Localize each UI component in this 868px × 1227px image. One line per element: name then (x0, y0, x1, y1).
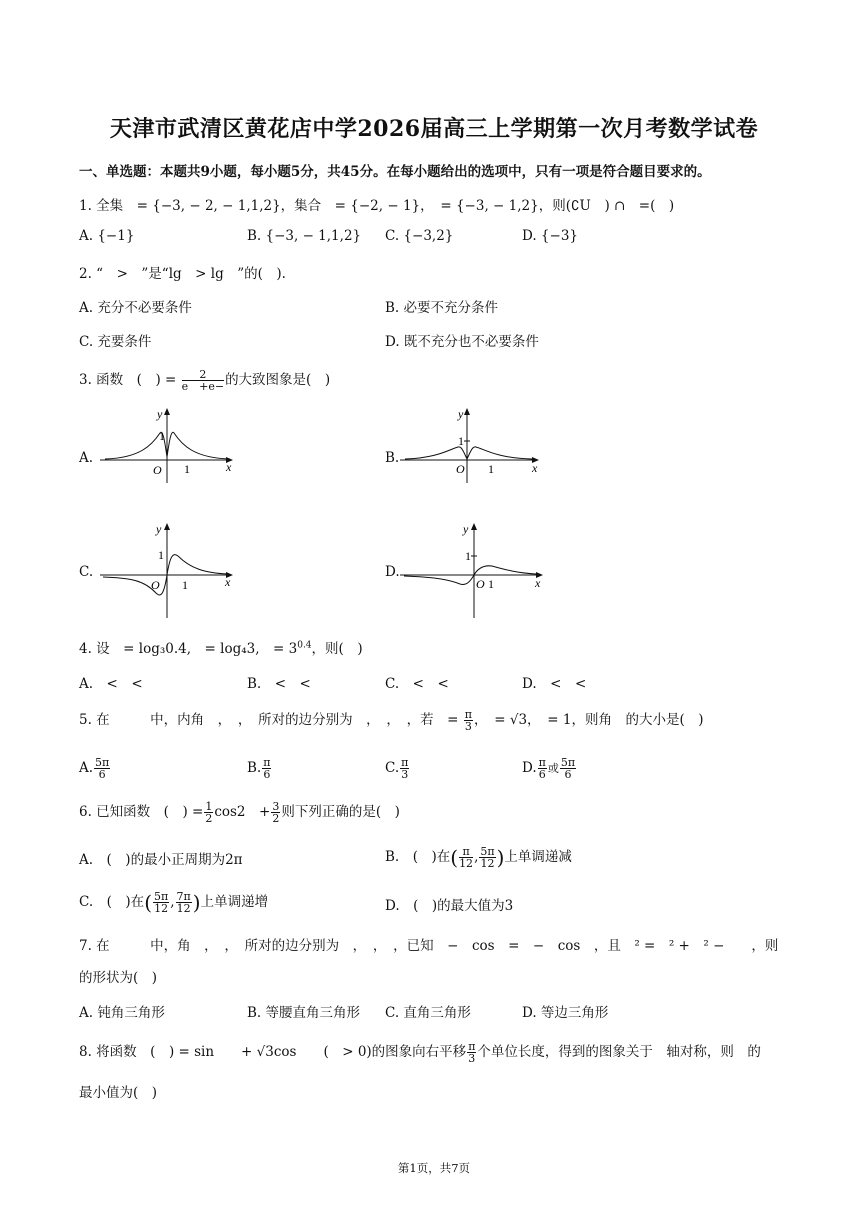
q5-a-frac (94, 757, 110, 780)
q5-c-den: 3 (401, 768, 409, 781)
q5-d-den1: 6 (538, 768, 546, 781)
q7-option-a: A. 钝角三角形 (79, 1005, 165, 1021)
q4-exponent: 0.4 (297, 640, 312, 651)
q6-b-post: 上单调递减 (504, 849, 572, 865)
q5-option-b (247, 757, 272, 780)
question-4-stem (79, 637, 363, 657)
q3-stem-post: 的大致图象是( ) (225, 372, 331, 388)
q6-mid: cos2 + (214, 804, 271, 820)
q3-option-c-label: C. (79, 564, 94, 580)
q3-frac-num: 2 (182, 369, 224, 381)
q5-option-d (522, 757, 577, 780)
tick-one-x: 1 (488, 462, 494, 476)
q3-option-a-label: A. (79, 450, 94, 466)
q5-d-frac1 (538, 757, 547, 780)
tick-one-x: 1 (184, 462, 190, 476)
axis-x-label: x (225, 575, 231, 589)
axis-y-label: y (463, 522, 469, 536)
axis-y-label: y (156, 522, 162, 536)
q8-frac-num: π (468, 1040, 476, 1053)
q4-option-d: D. < < (522, 676, 587, 692)
q4-option-b: B. < < (247, 676, 311, 692)
question-3-stem (79, 368, 330, 392)
q6-c-n1: 5π (154, 890, 169, 903)
q5-fraction (464, 709, 473, 732)
tick-one-y: 1 (465, 549, 471, 563)
q1-option-a: A. {−1} (79, 228, 135, 244)
q1-option-d: D. {−3} (522, 228, 579, 244)
q5-d-num1: π (538, 756, 546, 769)
q7-option-d: D. 等边三角形 (522, 1005, 609, 1021)
q6-b-frac1 (459, 846, 473, 869)
q4-option-a: A. < < (79, 676, 143, 692)
q2-option-c: C. 充要条件 (79, 334, 152, 350)
q8-stem-pre: 8. 将函数 ( ) = sin + √3cos ( > 0)的图象向右平移 (79, 1044, 467, 1060)
q6-option-c: C. ( )在( $\frac{5\pi}{12}$ , $\frac{7\pi}{12}$ )上单调递增 (79, 890, 269, 915)
axis-x-label: x (532, 461, 538, 475)
q5-b-label: B. (247, 760, 262, 776)
question-6-stem (79, 800, 400, 824)
q3-graph-c (100, 518, 240, 620)
q6-d2: 2 (272, 812, 280, 825)
tick-one-x: 1 (182, 578, 188, 592)
q6-option-d: D. ( )的最大值为3 (385, 898, 514, 914)
q8-frac-den: 3 (468, 1052, 476, 1065)
q6-c-d2: 12 (176, 902, 191, 915)
q5-option-a (79, 757, 111, 780)
q5-d-frac2 (560, 757, 576, 780)
q5-a-label: A. (79, 760, 94, 776)
exam-title: 天津市武清区黄花店中学2026届高三上学期第一次月考数学试卷 (109, 116, 759, 142)
tick-one-y: 1 (158, 548, 164, 562)
q5-b-den: 6 (263, 768, 271, 781)
origin-label: O (456, 462, 465, 476)
q3-option-d-label: D. (385, 564, 400, 580)
q3-fraction (182, 369, 224, 392)
q6-c-post: 上单调递增 (200, 894, 269, 910)
section-heading: 一、单选题：本题共9小题，每小题5分，共45分。在每小题给出的选项中，只有一项是符合题目要求的。 (79, 164, 711, 180)
q5-c-frac (400, 757, 409, 780)
q6-option-b: B. ( )在( $\frac{\pi}{12}$ , $\frac{5\pi}{12}$ )上单调递减 (385, 845, 572, 870)
q4-stem-post: ，则( ) (311, 641, 363, 657)
q3-frac-den: e +e− (181, 380, 225, 393)
q8-fraction (467, 1041, 476, 1064)
axis-y-label: y (458, 407, 464, 421)
q3-stem-pre: 3. 函数 ( ) = (79, 372, 177, 388)
q4-stem: 4. 设 = log₃0.4, = log₄3, = 3 (79, 641, 298, 657)
q5-stem-pre: 5. 在 中，内角 ， ， 所对的边分别为 ， ， ，若 = (79, 712, 459, 728)
question-2-stem: 2. “ > ”是“lg > lg ”的( ). (79, 266, 286, 282)
q6-n2: 3 (272, 800, 280, 813)
q6-stem-post: 则下列正确的是( ) (281, 804, 400, 820)
q6-c-pre: C. ( )在 (79, 894, 145, 910)
q6-c-frac1 (153, 891, 169, 914)
q1-option-b: B. {−3, − 1,1,2} (247, 228, 362, 244)
origin-label: O (151, 578, 160, 592)
q6-b-d2: 12 (480, 857, 495, 870)
q3-option-b-label: B. (385, 450, 400, 466)
q5-c-num: π (401, 756, 409, 769)
page-footer: 第1页，共7页 (397, 1161, 471, 1175)
question-5-stem (79, 708, 704, 732)
axis-x-label: x (226, 460, 232, 474)
q6-b-n1: π (459, 846, 473, 858)
q6-b-frac2 (479, 846, 495, 869)
q6-c-n2: 7π (176, 890, 191, 903)
question-8-stem-line2: 最小值为( ) (79, 1085, 158, 1101)
q5-c-label: C. (385, 760, 400, 776)
origin-label: O (153, 463, 162, 477)
question-8-stem (79, 1040, 761, 1064)
q6-c-frac2 (176, 891, 192, 914)
q7-option-b: B. 等腰直角三角形 (247, 1005, 361, 1021)
q5-stem-post: ， = √3， = 1，则角 的大小是( ) (474, 712, 704, 728)
q5-d-label: D. (522, 760, 537, 776)
q6-b-n2: 5π (480, 845, 495, 858)
origin-label: O (476, 577, 485, 591)
q5-d-den2: 6 (564, 768, 572, 781)
q6-n1: 1 (205, 800, 213, 813)
question-7-stem-line1: 7. 在 中，角 ， ， 所对的边分别为 ， ， ，已知 − cos = − cos ，且 ² = ² + ² − ，则 (79, 938, 779, 954)
q6-frac2 (271, 801, 280, 824)
q3-graph-b (400, 405, 548, 485)
q5-d-num2: 5π (560, 756, 576, 769)
question-1-stem: 1. 全集 = {−3, − 2, − 1,1,2}，集合 = {−2, − 1}， = {−3, − 1,2}，则(∁U ) ∩ =( ) (79, 198, 675, 214)
q6-d1: 2 (205, 812, 213, 825)
q2-option-b: B. 必要不充分条件 (385, 300, 499, 316)
q6-frac1 (204, 801, 213, 824)
q5-d-mid: 或 (547, 762, 559, 775)
q5-frac-num: π (464, 708, 473, 721)
q2-option-d: D. 既不充分也不必要条件 (385, 334, 539, 350)
q6-b-pre: B. ( )在 (385, 849, 451, 865)
question-7-stem-line2: 的形状为( ) (79, 970, 158, 986)
q5-a-den: 6 (98, 768, 106, 781)
axis-x-label: x (535, 576, 541, 590)
q1-option-c: C. {−3,2} (385, 228, 454, 244)
q8-stem-post: 个单位长度，得到的图象关于 轴对称，则 的 (477, 1044, 761, 1060)
q6-c-d1: 12 (154, 902, 169, 915)
q5-frac-den: 3 (464, 720, 472, 733)
q6-stem-pre: 6. 已知函数 ( ) = (79, 804, 204, 820)
tick-one-y: 1 (458, 434, 464, 448)
q5-option-c (385, 757, 410, 780)
q5-b-num: π (263, 756, 271, 769)
q3-graph-a (100, 405, 240, 485)
q5-b-frac (262, 757, 271, 780)
q7-option-c: C. 直角三角形 (385, 1005, 471, 1021)
q4-option-c: C. < < (385, 676, 449, 692)
q6-b-d1: 12 (459, 857, 474, 870)
q3-graph-d (400, 518, 548, 620)
q6-option-a: A. ( )的最小正周期为2π (79, 852, 243, 868)
tick-one-y: 1 (159, 429, 165, 443)
q2-option-a: A. 充分不必要条件 (79, 300, 192, 316)
q5-a-num: 5π (95, 756, 110, 769)
axis-y-label: y (157, 407, 163, 421)
tick-one-x: 1 (488, 577, 494, 591)
